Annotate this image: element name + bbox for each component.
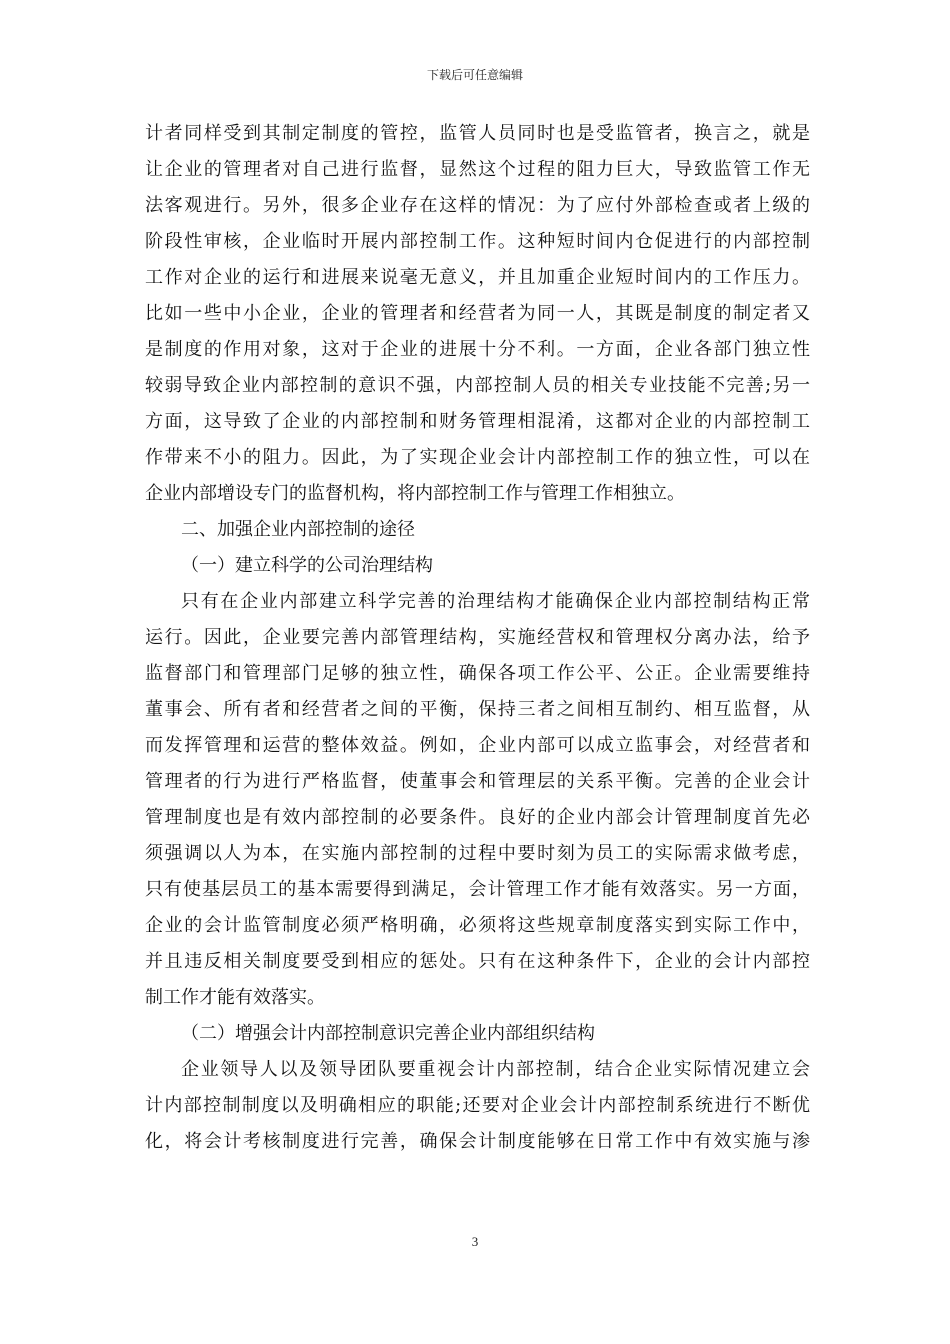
paragraph-line: 阶段性审核，企业临时开展内部控制工作。这种短时间内仓促进行的内部控制: [145, 231, 810, 252]
paragraph-line: 比如一些中小企业，企业的管理者和经营者为同一人，其既是制度的制定者又: [145, 303, 810, 324]
paragraph-line: 须强调以人为本，在实施内部控制的过程中要时刻为员工的实际需求做考虑，: [145, 843, 810, 864]
paragraph-line: 较弱导致企业内部控制的意识不强，内部控制人员的相关专业技能不完善;另一: [145, 375, 810, 396]
paragraph-line: 是制度的作用对象，这对于企业的进展十分不利。一方面，企业各部门独立性: [145, 339, 810, 360]
paragraph-line: 运行。因此，企业要完善内部管理结构，实施经营权和管理权分离办法，给予: [145, 627, 810, 648]
paragraph-3: [145, 1052, 810, 1160]
subsection-heading: （一）建立科学的公司治理结构: [181, 555, 433, 576]
paragraph-line: 监督部门和管理部门足够的独立性，确保各项工作公平、公正。企业需要维持: [145, 663, 810, 684]
subsection-heading: （二）增强会计内部控制意识完善企业内部组织结构: [181, 1023, 595, 1044]
page-number: 3: [471, 1234, 479, 1249]
paragraph-line: 管理者的行为进行严格监督，使董事会和管理层的关系平衡。完善的企业会计: [145, 771, 810, 792]
paragraph-line: 管理制度也是有效内部控制的必要条件。良好的企业内部会计管理制度首先必: [145, 807, 810, 828]
paragraph-line: 作带来不小的阻力。因此，为了实现企业会计内部控制工作的独立性，可以在: [145, 447, 810, 468]
paragraph-line: 企业领导人以及领导团队要重视会计内部控制，结合企业实际情况建立会: [181, 1059, 810, 1080]
paragraph-line: 计内部控制制度以及明确相应的职能;还要对企业会计内部控制系统进行不断优: [145, 1095, 810, 1116]
document-body: [145, 116, 810, 1160]
paragraph-line: 工作对企业的运行和进展来说毫无意义，并且加重企业短时间内的工作压力。: [145, 267, 810, 288]
paragraph-line: 计者同样受到其制定制度的管控，监管人员同时也是受监管者，换言之，就是: [145, 123, 810, 144]
page-header: 下载后可任意编辑: [426, 68, 523, 82]
paragraph-2: [145, 584, 810, 1016]
paragraph-line: 企业内部增设专门的监督机构，将内部控制工作与管理工作相独立。: [145, 483, 685, 504]
paragraph-line: 方面，这导致了企业的内部控制和财务管理相混淆，这都对企业的内部控制工: [145, 411, 810, 432]
paragraph-line: 化，将会计考核制度进行完善，确保会计制度能够在日常工作中有效实施与渗: [145, 1131, 810, 1152]
paragraph-line: 而发挥管理和运营的整体效益。例如，企业内部可以成立监事会，对经营者和: [145, 735, 810, 756]
paragraph-line: 只有在企业内部建立科学完善的治理结构才能确保企业内部控制结构正常: [181, 591, 810, 612]
section-heading: 二、加强企业内部控制的途径: [181, 519, 415, 540]
paragraph-line: 法客观进行。另外，很多企业存在这样的情况：为了应付外部检查或者上级的: [145, 195, 810, 216]
paragraph-1: [145, 116, 810, 512]
paragraph-line: 并且违反相关制度要受到相应的惩处。只有在这种条件下，企业的会计内部控: [145, 951, 810, 972]
paragraph-line: 制工作才能有效落实。: [145, 987, 325, 1008]
paragraph-line: 让企业的管理者对自己进行监督，显然这个过程的阻力巨大，导致监管工作无: [145, 159, 810, 180]
paragraph-line: 只有使基层员工的基本需要得到满足，会计管理工作才能有效落实。另一方面，: [145, 879, 810, 900]
paragraph-line: 董事会、所有者和经营者之间的平衡，保持三者之间相互制约、相互监督，从: [145, 699, 810, 720]
paragraph-line: 企业的会计监管制度必须严格明确，必须将这些规章制度落实到实际工作中，: [145, 915, 810, 936]
